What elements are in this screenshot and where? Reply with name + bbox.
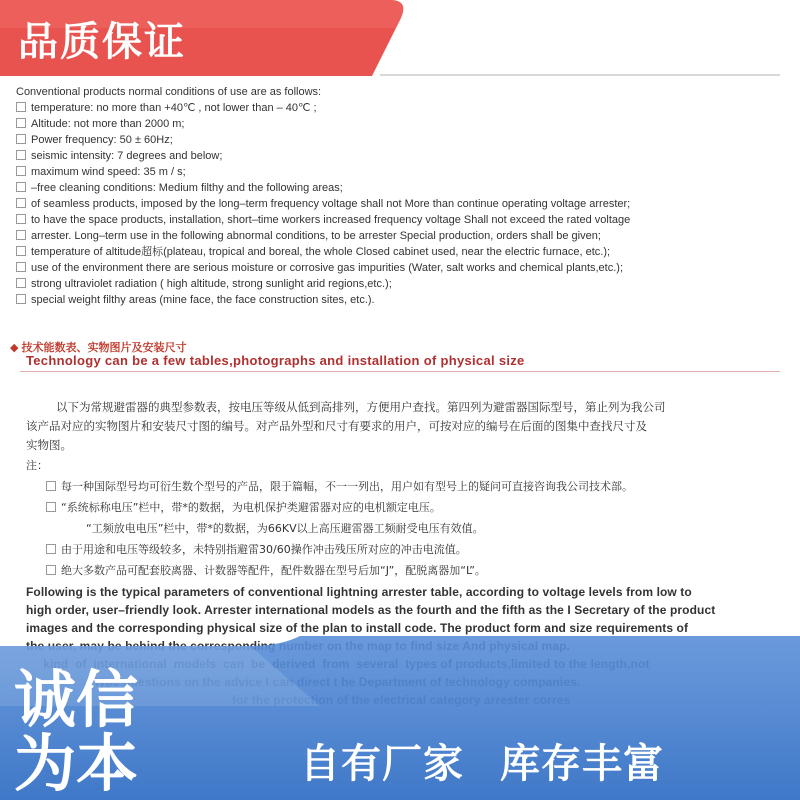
badge-line: 为本 <box>14 727 139 800</box>
condition-item: maximum wind speed: 35 m / s; <box>16 164 786 180</box>
cn-paragraph-line: 以下为常规避雷器的典型参数表，按电压等级从低到高排列，方便用户查找。第四列为避雷器国际型号，第止列为我公司 <box>56 400 666 414</box>
checkbox-icon <box>16 182 26 192</box>
checkbox-icon <box>46 544 56 554</box>
note-item: “工频放电电压”栏中，带*的数据，为66KV以上高压避雷器工频耐受电压有效值。 <box>86 522 484 535</box>
slogan-part: 自有厂家 <box>300 741 464 787</box>
note-item: 由于用途和电压等级较多，未特别指避雷30/60操作冲击残压所对应的冲击电流值。 <box>46 539 786 560</box>
condition-item: temperature of altitude超标(plateau, tropical and boreal, the whole Closed cabinet used, near the electric furnace, etc.); <box>16 244 786 260</box>
notes-block <box>26 455 786 581</box>
condition-item: arrester. Long–term use in the following abnormal conditions, to be arrester Special production, orders shall be given; <box>16 228 786 244</box>
diamond-icon: ◆ <box>10 341 19 354</box>
en-paragraph-line: Following is the typical parameters of conventional lightning arrester table, according to voltage levels from low to <box>26 585 692 599</box>
checkbox-icon <box>16 102 26 112</box>
checkbox-icon <box>16 278 26 288</box>
notes-title: 注： <box>26 459 48 472</box>
checkbox-icon <box>16 134 26 144</box>
footer-badge <box>14 663 274 800</box>
checkbox-icon <box>16 246 26 256</box>
section-divider <box>20 371 780 372</box>
checkbox-icon <box>16 230 26 240</box>
condition-item: Power frequency: 50 ± 60Hz; <box>16 132 786 148</box>
badge-line: 诚信 <box>14 663 139 736</box>
checkbox-icon <box>46 502 56 512</box>
condition-item: special weight filthy areas (mine face, the face construction sites, etc.). <box>16 292 786 308</box>
note-item: 每一种国际型号均可衍生数个型号的产品，限于篇幅，不一一列出，用户如有型号上的疑问可直接咨询我公司技术部。 <box>46 476 786 497</box>
checkbox-icon <box>16 262 26 272</box>
slogan-part: 库存丰富 <box>500 741 664 787</box>
condition-item: to have the space products, installation, short–time workers increased frequency voltage Shall not exceed the rated voltage <box>16 212 786 228</box>
en-paragraph-line: images and the corresponding physical size of the plan to install code. The product form and size requirements of <box>26 621 689 635</box>
checkbox-icon <box>16 214 26 224</box>
note-item: “系统标称电压”栏中，带*的数据，为电机保护类避雷器对应的电机额定电压。 <box>46 497 786 518</box>
condition-item: temperature: no more than +40℃ , not lower than – 40℃ ; <box>16 100 786 116</box>
checkbox-icon <box>16 118 26 128</box>
condition-item: of seamless products, imposed by the long–term frequency voltage shall not More than continue operating voltage arrester; <box>16 196 786 212</box>
checkbox-icon <box>16 198 26 208</box>
checkbox-icon <box>16 150 26 160</box>
condition-item: strong ultraviolet radiation ( high altitude, strong sunlight arid regions,etc.); <box>16 276 786 292</box>
condition-item: –free cleaning conditions: Medium filthy and the following areas; <box>16 180 786 196</box>
cn-paragraph-line: 实物图。 <box>26 438 72 452</box>
banner-title: 品质保证 <box>18 19 186 65</box>
conditions-block <box>16 84 786 308</box>
section-heading-cn: ◆ 技术能数表、实物图片及安装尺寸 <box>10 341 187 354</box>
checkbox-icon <box>16 166 26 176</box>
checkbox-icon <box>46 565 56 575</box>
footer-slogan <box>300 732 700 789</box>
checkbox-icon <box>46 481 56 491</box>
note-item: 绝大多数产品可配套胶离器、计数器等配件，配件数器在型号后加“J”，配脱离器加“L”。 <box>46 560 786 581</box>
cn-paragraph <box>26 398 776 455</box>
section-heading-en: Technology can be a few tables,photographs and installation of physical size <box>26 353 525 368</box>
cn-paragraph-line: 该产品对应的实物图片和安装尺寸图的编号。对产品外型和尺寸有要求的用户，可按对应的编号在后面的图集中查找尺寸及 <box>26 419 647 433</box>
condition-item: seismic intensity: 7 degrees and below; <box>16 148 786 164</box>
conditions-intro: Conventional products normal conditions of use are as follows: <box>16 86 322 98</box>
checkbox-icon <box>16 294 26 304</box>
condition-item: use of the environment there are serious moisture or corrosive gas impurities (Water, salt works and chemical plants,etc.); <box>16 260 786 276</box>
en-paragraph-line: high order, user–friendly look. Arrester international models as the fourth and the fifth as the I Secretary of the product <box>26 603 716 617</box>
divider <box>380 74 780 76</box>
condition-item: Altitude: not more than 2000 m; <box>16 116 786 132</box>
